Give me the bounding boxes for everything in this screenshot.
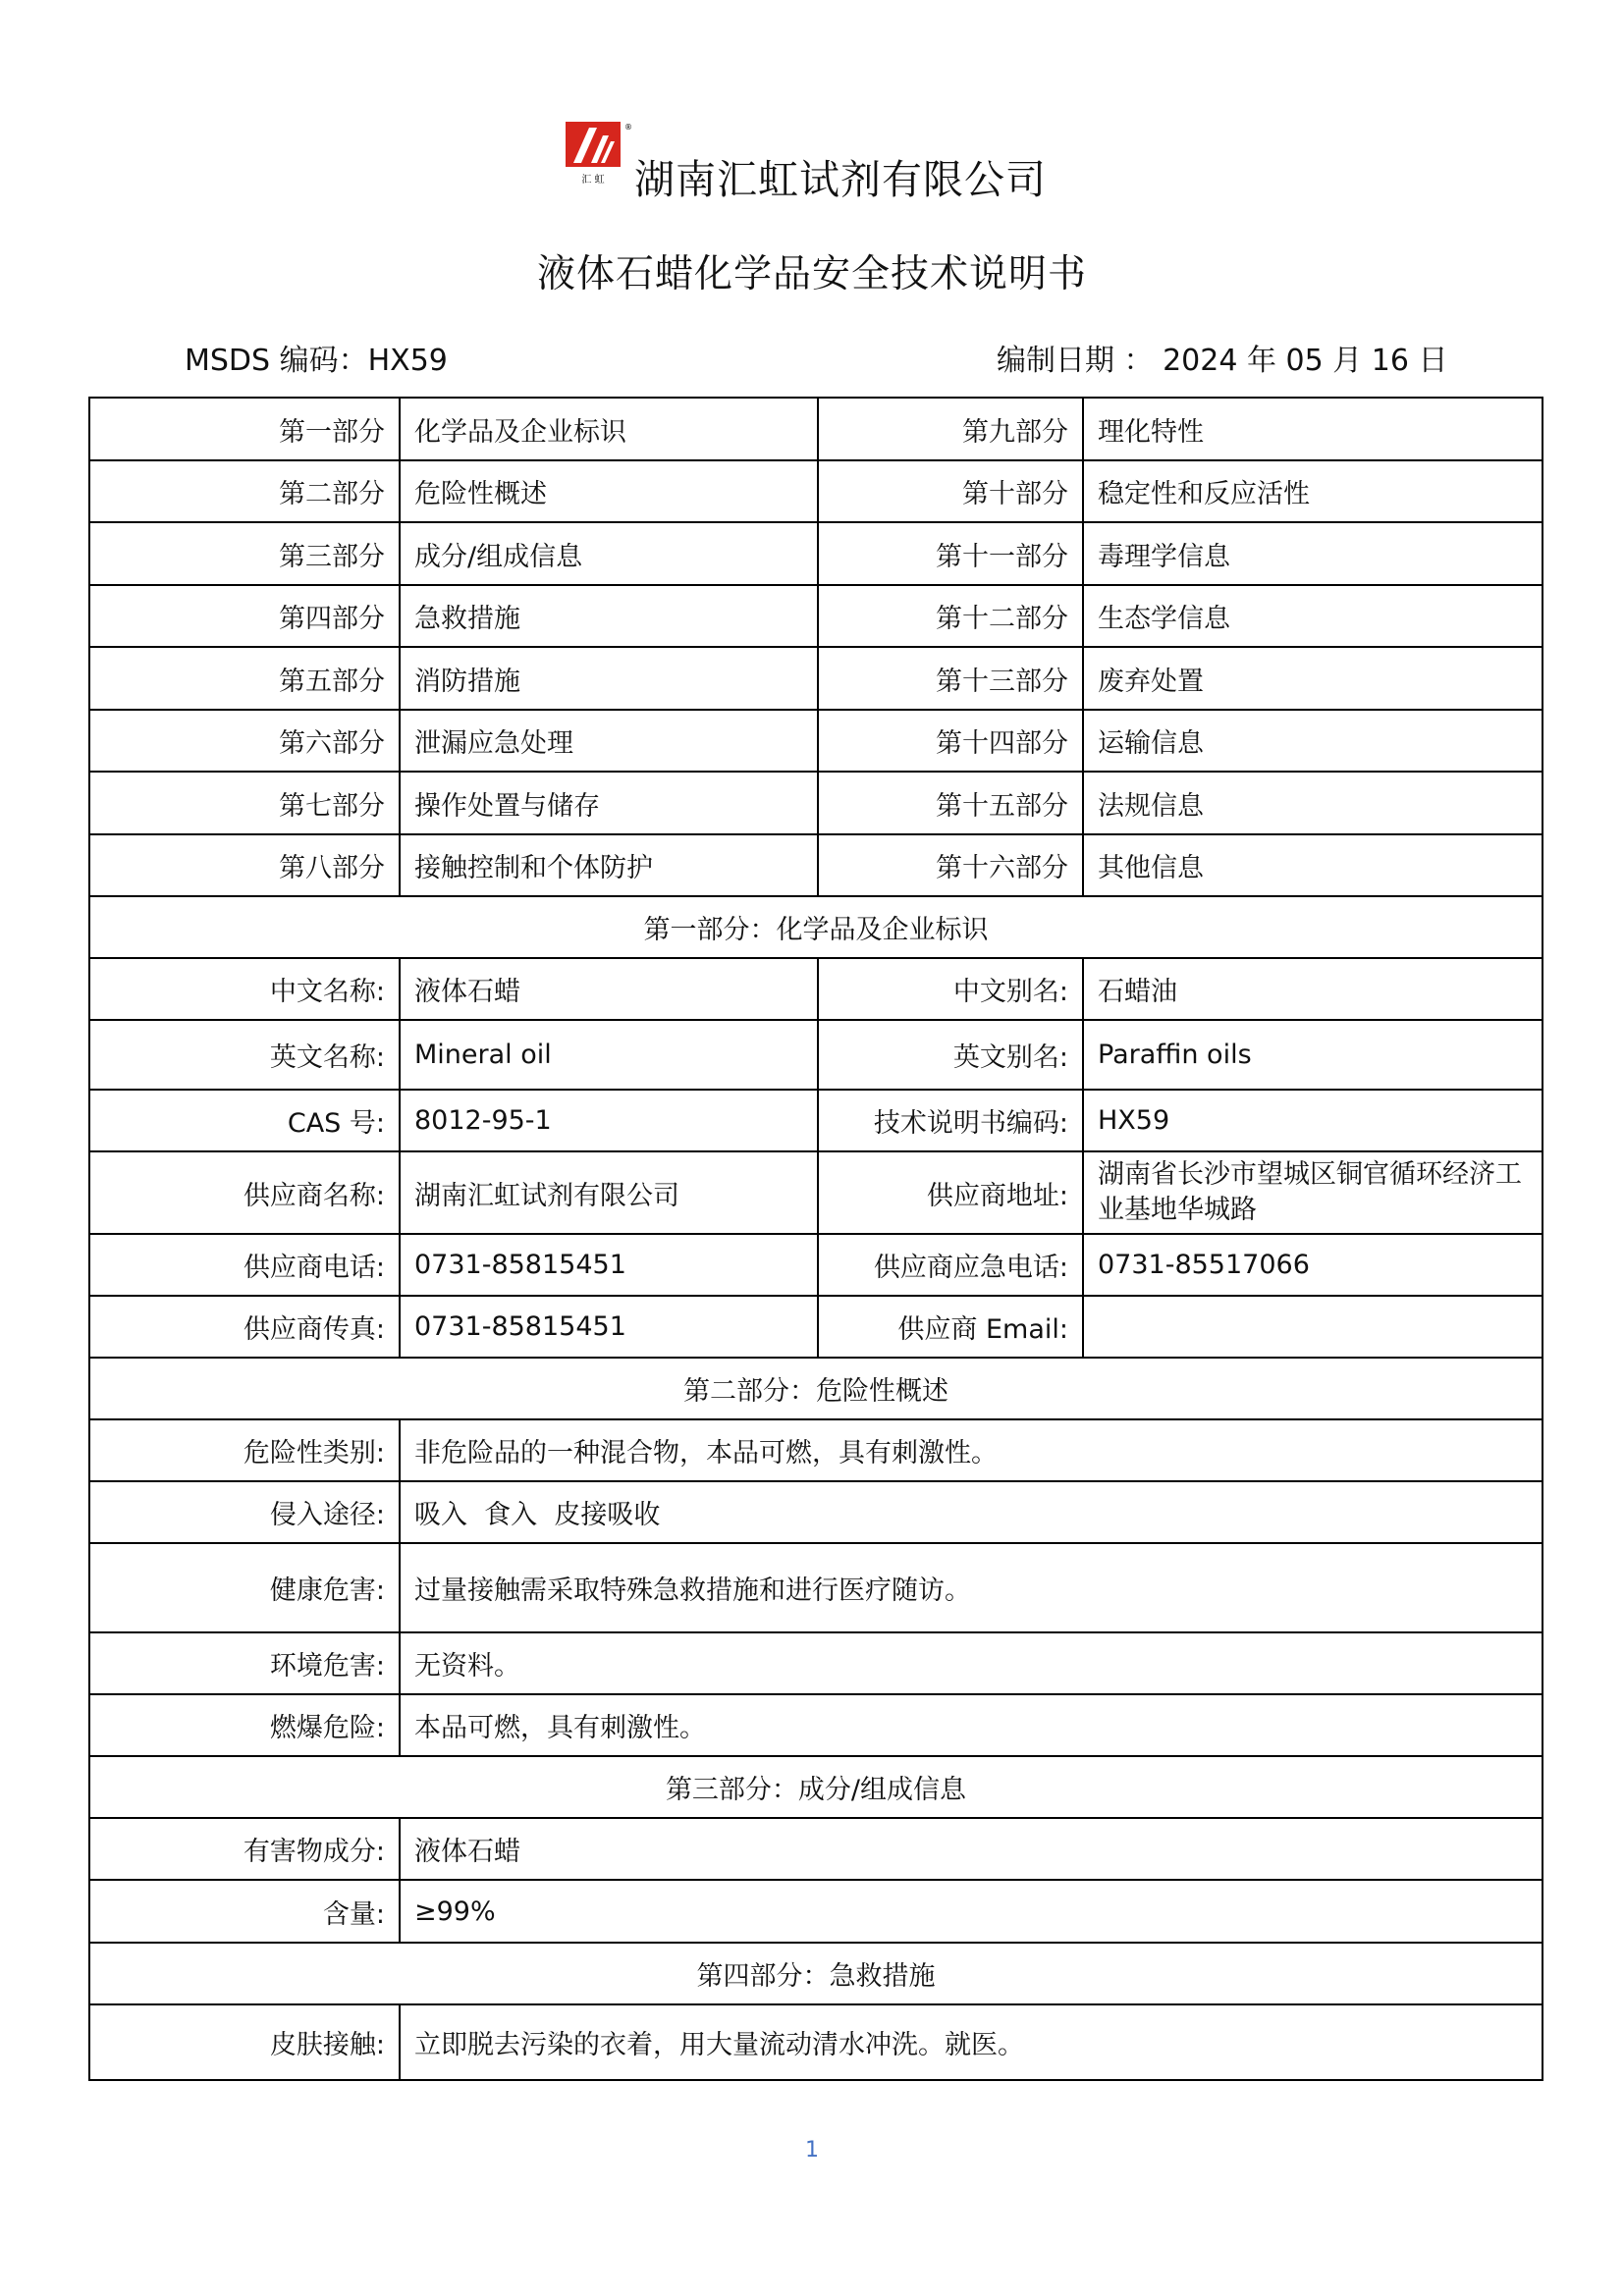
section-heading-row bbox=[89, 1943, 1543, 2004]
field-row bbox=[89, 1694, 1543, 1756]
field-value: 无资料。 bbox=[400, 1632, 1543, 1694]
section-4-heading: 第四部分：急救措施 bbox=[89, 1943, 1543, 2004]
field-value: 吸入 食入 皮接吸收 bbox=[400, 1481, 1543, 1543]
toc-part-name: 化学品及企业标识 bbox=[400, 398, 818, 460]
field-row bbox=[89, 1020, 1543, 1090]
toc-part-name: 消防措施 bbox=[400, 647, 818, 710]
section-1-heading: 第一部分：化学品及企业标识 bbox=[89, 896, 1543, 958]
toc-part-number: 第五部分 bbox=[89, 647, 400, 710]
toc-part-name: 急救措施 bbox=[400, 585, 818, 647]
toc-part-name: 运输信息 bbox=[1083, 710, 1543, 772]
field-row bbox=[89, 2004, 1543, 2080]
toc-part-number: 第十三部分 bbox=[818, 647, 1083, 710]
toc-row bbox=[89, 647, 1543, 710]
field-label: 英文名称: bbox=[89, 1020, 400, 1090]
toc-part-name: 泄漏应急处理 bbox=[400, 710, 818, 772]
toc-part-number: 第一部分 bbox=[89, 398, 400, 460]
toc-row bbox=[89, 522, 1543, 585]
toc-part-number: 第六部分 bbox=[89, 710, 400, 772]
toc-row bbox=[89, 710, 1543, 772]
section-heading-row bbox=[89, 896, 1543, 958]
compile-date: 编制日期 ： 2024 年 05 月 16 日 bbox=[997, 344, 1448, 378]
field-value: 过量接触需采取特殊急救措施和进行医疗随访。 bbox=[400, 1543, 1543, 1632]
field-value: ≥99% bbox=[400, 1880, 1543, 1943]
field-value: Mineral oil bbox=[400, 1020, 818, 1090]
field-label: CAS 号: bbox=[89, 1090, 400, 1151]
toc-part-name: 毒理学信息 bbox=[1083, 522, 1543, 585]
company-name: 湖南汇虹试剂有限公司 bbox=[634, 156, 1047, 203]
field-row bbox=[89, 1632, 1543, 1694]
toc-part-number: 第三部分 bbox=[89, 522, 400, 585]
toc-row bbox=[89, 772, 1543, 834]
section-3-heading: 第三部分：成分/组成信息 bbox=[89, 1756, 1543, 1818]
field-row bbox=[89, 1880, 1543, 1943]
field-label: 技术说明书编码: bbox=[818, 1090, 1083, 1151]
toc-part-number: 第十一部分 bbox=[818, 522, 1083, 585]
field-value: 0731-85815451 bbox=[400, 1234, 818, 1296]
field-label: 侵入途径: bbox=[89, 1481, 400, 1543]
field-value: 液体石蜡 bbox=[400, 1818, 1543, 1880]
field-value: 本品可燃，具有刺激性。 bbox=[400, 1694, 1543, 1756]
toc-row bbox=[89, 460, 1543, 522]
toc-row bbox=[89, 585, 1543, 647]
toc-part-number: 第十部分 bbox=[818, 460, 1083, 522]
field-label: 危险性类别: bbox=[89, 1419, 400, 1481]
field-label: 中文名称: bbox=[89, 958, 400, 1020]
toc-part-number: 第七部分 bbox=[89, 772, 400, 834]
supplier-address-value: 湖南省长沙市望城区铜官循环经济工业基地华城路 bbox=[1083, 1151, 1543, 1234]
toc-row bbox=[89, 834, 1543, 896]
field-label: 燃爆危险: bbox=[89, 1694, 400, 1756]
field-label: 供应商名称: bbox=[89, 1151, 400, 1234]
field-row bbox=[89, 1090, 1543, 1151]
toc-part-name: 废弃处置 bbox=[1083, 647, 1543, 710]
field-label: 供应商应急电话: bbox=[818, 1234, 1083, 1296]
field-label: 环境危害: bbox=[89, 1632, 400, 1694]
toc-part-number: 第十五部分 bbox=[818, 772, 1083, 834]
field-row bbox=[89, 1296, 1543, 1358]
toc-part-number: 第十二部分 bbox=[818, 585, 1083, 647]
toc-part-name: 成分/组成信息 bbox=[400, 522, 818, 585]
field-row bbox=[89, 1818, 1543, 1880]
section-2-heading: 第二部分：危险性概述 bbox=[89, 1358, 1543, 1419]
field-label: 供应商传真: bbox=[89, 1296, 400, 1358]
toc-part-name: 其他信息 bbox=[1083, 834, 1543, 896]
field-value: HX59 bbox=[1083, 1090, 1543, 1151]
toc-row bbox=[89, 398, 1543, 460]
field-value: 立即脱去污染的衣着，用大量流动清水冲洗。就医。 bbox=[400, 2004, 1543, 2080]
field-value: 0731-85517066 bbox=[1083, 1234, 1543, 1296]
toc-part-number: 第九部分 bbox=[818, 398, 1083, 460]
field-value: 8012-95-1 bbox=[400, 1090, 818, 1151]
company-logo bbox=[560, 116, 632, 188]
msds-code: MSDS 编码：HX59 bbox=[185, 344, 448, 378]
field-value: 石蜡油 bbox=[1083, 958, 1543, 1020]
toc-part-name: 操作处置与储存 bbox=[400, 772, 818, 834]
section-heading-row bbox=[89, 1358, 1543, 1419]
field-label: 中文别名: bbox=[818, 958, 1083, 1020]
toc-part-name: 法规信息 bbox=[1083, 772, 1543, 834]
field-row bbox=[89, 1481, 1543, 1543]
field-value: Paraffin oils bbox=[1083, 1020, 1543, 1090]
toc-part-number: 第二部分 bbox=[89, 460, 400, 522]
field-row bbox=[89, 1234, 1543, 1296]
toc-part-number: 第八部分 bbox=[89, 834, 400, 896]
svg-text:®: ® bbox=[624, 123, 632, 132]
toc-part-name: 稳定性和反应活性 bbox=[1083, 460, 1543, 522]
field-value: 0731-85815451 bbox=[400, 1296, 818, 1358]
toc-part-name: 接触控制和个体防护 bbox=[400, 834, 818, 896]
toc-part-number: 第十四部分 bbox=[818, 710, 1083, 772]
toc-part-name: 理化特性 bbox=[1083, 398, 1543, 460]
field-label: 供应商地址: bbox=[818, 1151, 1083, 1234]
field-label: 健康危害: bbox=[89, 1543, 400, 1632]
toc-part-name: 生态学信息 bbox=[1083, 585, 1543, 647]
toc-part-number: 第四部分 bbox=[89, 585, 400, 647]
field-value: 非危险品的一种混合物，本品可燃，具有刺激性。 bbox=[400, 1419, 1543, 1481]
svg-text:汇 虹: 汇 虹 bbox=[581, 175, 605, 186]
toc-part-name: 危险性概述 bbox=[400, 460, 818, 522]
section-heading-row bbox=[89, 1756, 1543, 1818]
document-title: 液体石蜡化学品安全技术说明书 bbox=[536, 252, 1087, 296]
field-label: 供应商电话: bbox=[89, 1234, 400, 1296]
field-row bbox=[89, 1151, 1543, 1234]
field-label: 有害物成分: bbox=[89, 1818, 400, 1880]
msds-table bbox=[88, 397, 1543, 2081]
toc-part-number: 第十六部分 bbox=[818, 834, 1083, 896]
field-label: 皮肤接触: bbox=[89, 2004, 400, 2080]
field-row bbox=[89, 1419, 1543, 1481]
field-row bbox=[89, 1543, 1543, 1632]
field-row bbox=[89, 958, 1543, 1020]
field-label: 英文别名: bbox=[818, 1020, 1083, 1090]
field-value: 湖南汇虹试剂有限公司 bbox=[400, 1151, 818, 1234]
field-value bbox=[1083, 1296, 1543, 1358]
field-value: 液体石蜡 bbox=[400, 958, 818, 1020]
document-header bbox=[0, 116, 1624, 204]
field-label: 含量: bbox=[89, 1880, 400, 1943]
page-number: 1 bbox=[805, 2138, 819, 2163]
field-label: 供应商 Email: bbox=[818, 1296, 1083, 1358]
